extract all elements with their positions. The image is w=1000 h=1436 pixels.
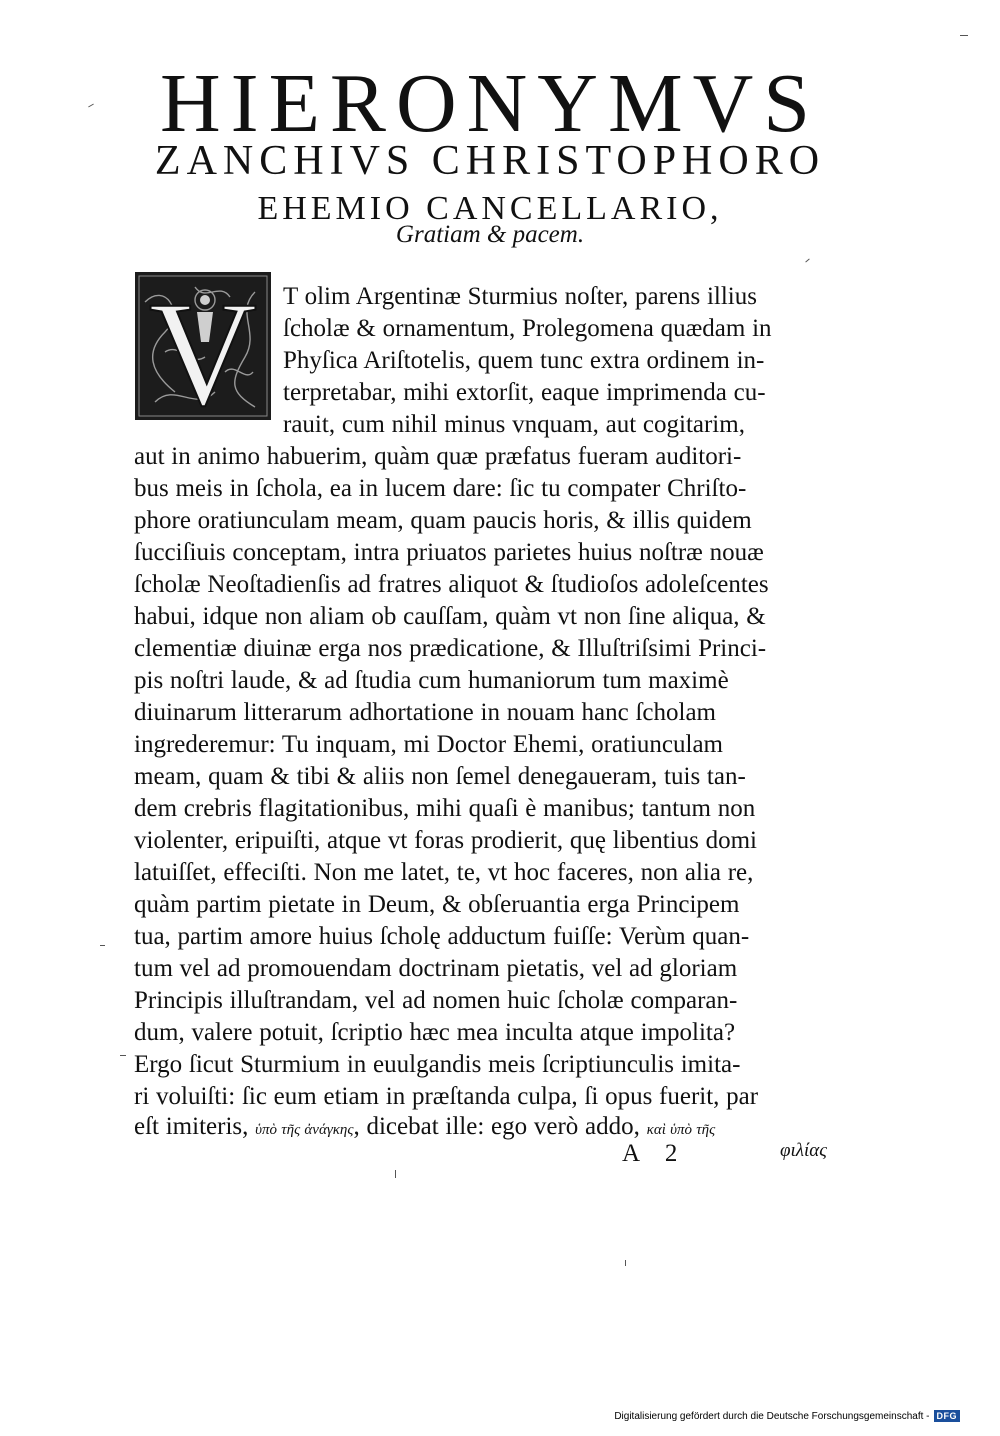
body-line: Ergo ſicut Sturmium in euulgandis meis ſcriptiunculis imita- <box>134 1051 741 1078</box>
credit-text: Digitalisierung gefördert durch die Deutsche Forschungsgemeinschaft - <box>614 1410 930 1422</box>
dfg-logo: DFG <box>934 1410 961 1422</box>
body-line: quàm partim pietate in Deum, & obſeruantia erga Principem <box>134 891 740 918</box>
body-line: phore oratiunculam meam, quam paucis horis, & illis quidem <box>134 507 752 534</box>
body-line: tua, partim amore huius ſcholę adductum fuiſſe: Verùm quan- <box>134 923 750 950</box>
body-line: clementiæ diuinæ erga nos prædicatione, & Illuſtriſsimi Princi- <box>134 635 767 662</box>
body-line: T olim Argentinæ Sturmius noſter, parens illius <box>283 283 757 310</box>
greek-phrase-1: ὑπὸ τῆς ἀνάγκης <box>255 1122 354 1138</box>
body-line: diuinarum litterarum adhortatione in nouam hanc ſcholam <box>134 699 716 726</box>
paper-speck <box>960 35 968 36</box>
greek-phrase-2: καὶ ὑπὸ τῆς <box>646 1122 716 1138</box>
last-line-middle: , dicebat ille: ego verò addo, <box>353 1113 640 1140</box>
body-line: latuiſſet, effeciſti. Non me latet, te, vt hoc faceres, non alia re, <box>134 859 754 886</box>
paper-speck <box>100 945 105 946</box>
body-line: terpretabar, mihi extorſit, eaque imprimenda cu- <box>283 379 766 406</box>
heading-line-3: EHEMIO CANCELLARIO, <box>257 190 723 227</box>
paper-speck <box>625 1260 626 1266</box>
body-line: dem crebris flagitationibus, mihi quaſi è manibus; tantum non <box>134 795 756 822</box>
digitization-credit <box>614 1410 960 1422</box>
body-line: habui, idque non aliam ob cauſſam, quàm vt non ſine aliqua, & <box>134 603 766 630</box>
body-line: ingrederemur: Tu inquam, mi Doctor Ehemi, oratiunculam <box>134 731 723 758</box>
body-line: ſcholæ & ornamentum, Prolegomena quædam in <box>283 315 772 342</box>
body-line: violenter, eripuiſti, atque vt foras prodierit, quę libentius domi <box>134 827 757 854</box>
body-line: ſcholæ Neoſtadienſis ad fratres aliquot & ſtudioſos adoleſcentes <box>134 571 769 598</box>
paper-speck <box>120 1055 126 1056</box>
body-line: tum vel ad promouendam doctrinam pietatis, vel ad gloriam <box>134 955 738 982</box>
body-line: bus meis in ſchola, ea in lucem dare: ſic tu compater Chriſto- <box>134 475 747 502</box>
heading-author-name: HIERONYMVS <box>159 57 821 150</box>
body-line: Principis illuſtrandam, vel ad nomen huic ſcholæ comparan- <box>134 987 738 1014</box>
body-line: pis noſtri laude, & ad ſtudia cum humaniorum tum maximè <box>134 667 729 694</box>
paper-speck <box>395 1170 396 1178</box>
body-line: Phyſica Ariſtotelis, quem tunc extra ordinem in- <box>283 347 765 374</box>
body-line: meam, quam & tibi & aliis non ſemel denegaueram, tuis tan- <box>134 763 746 790</box>
body-line: ſucciſiuis conceptam, intra priuatos parietes huius noſtræ nouæ <box>134 539 764 566</box>
heading-line-2: ZANCHIVS CHRISTOPHORO <box>154 138 826 184</box>
body-line: aut in animo habuerim, quàm quæ præfatus fueram auditori- <box>134 443 742 470</box>
catchword: φιλίας <box>780 1140 827 1161</box>
heading-greeting: Gratiam & pacem. <box>395 221 585 248</box>
body-line: rauit, cum nihil minus vnquam, aut cogitarim, <box>283 411 745 438</box>
last-line-start: eſt imiteris, <box>134 1113 249 1140</box>
body-line: dum, valere potuit, ſcriptio hæc mea inculta atque impolita? <box>134 1019 736 1046</box>
initial-letter-glyph: V <box>148 272 258 420</box>
signature-mark: A 2 <box>622 1140 688 1167</box>
body-line: ri voluiſti: ſic eum etiam in præſtanda culpa, ſi opus fuerit, par <box>134 1083 759 1110</box>
body-line-last <box>134 1114 715 1139</box>
